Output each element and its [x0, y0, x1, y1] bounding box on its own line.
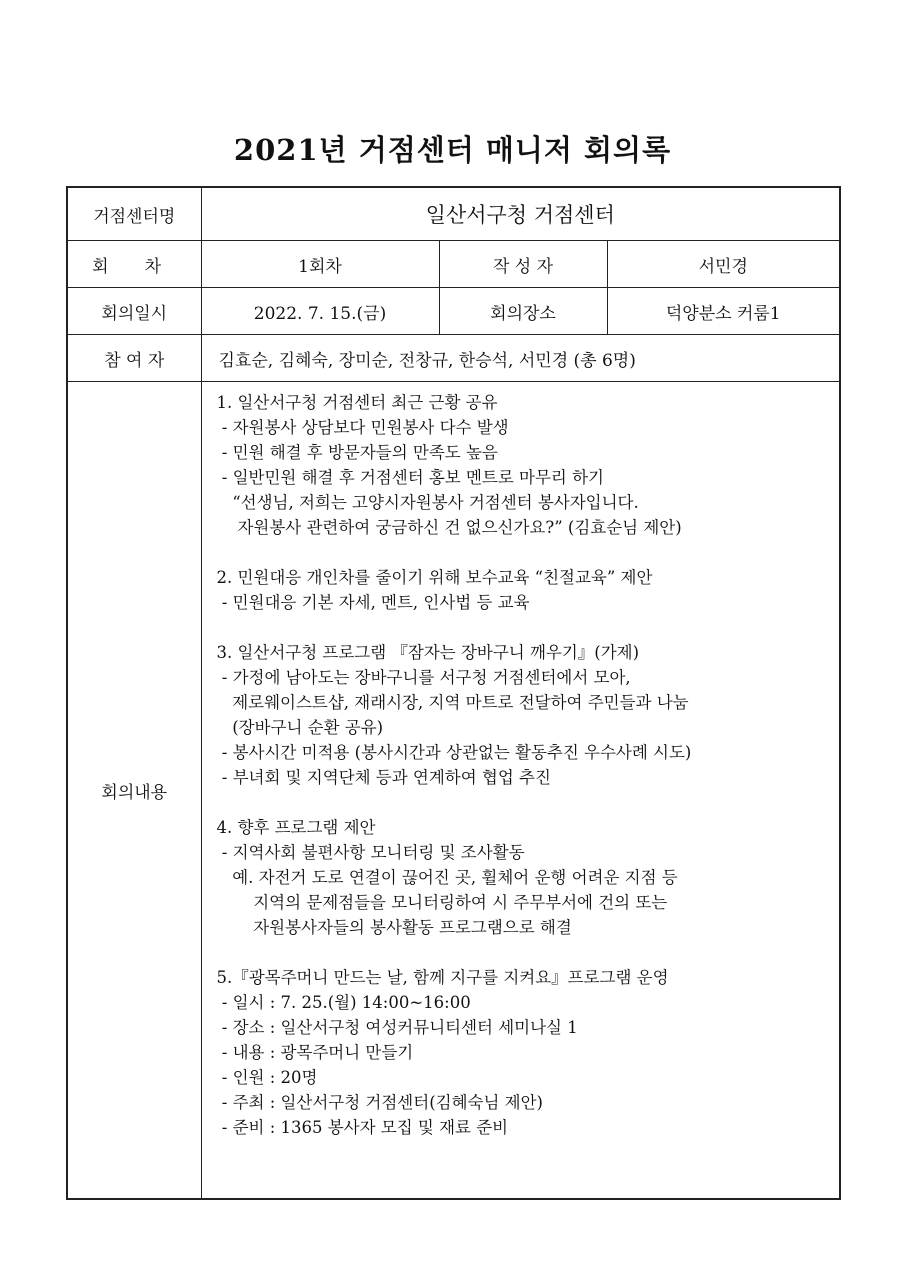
content-line: - 장소 : 일산서구청 여성커뮤니티센터 세미나실 1 [216, 1018, 578, 1037]
content-line: 제로웨이스트샵, 재래시장, 지역 마트로 전달하여 주민들과 나눔 [216, 693, 689, 712]
session-label: 회 차 [67, 241, 201, 288]
content-line: - 가정에 남아도는 장바구니를 서구청 거점센터에서 모아, [216, 668, 631, 687]
section-gap [217, 540, 840, 565]
place-label: 회의장소 [439, 288, 607, 335]
date-row [67, 288, 840, 335]
date-value: 2022. 7. 15.(금) [201, 288, 439, 335]
content-line: - 인원 : 20명 [216, 1068, 318, 1087]
content-label: 회의내용 [67, 382, 201, 1200]
session-row [67, 241, 840, 288]
section-1 [217, 390, 840, 540]
content-line: (장바구니 순환 공유) [216, 718, 384, 737]
content-line: - 민원 해결 후 방문자들의 만족도 높음 [216, 443, 498, 462]
center-label: 거점센터명 [67, 187, 201, 241]
section-5 [217, 965, 840, 1140]
content-row [67, 382, 840, 1200]
content-line: 4. 향후 프로그램 제안 [216, 818, 376, 837]
content-line: - 봉사시간 미적용 (봉사시간과 상관없는 활동추진 우수사례 시도) [216, 743, 692, 762]
author-label: 작 성 자 [439, 241, 607, 288]
content-line: - 주최 : 일산서구청 거점센터(김혜숙님 제안) [216, 1093, 543, 1112]
section-2 [217, 565, 840, 615]
content-line: - 자원봉사 상담보다 민원봉사 다수 발생 [216, 418, 509, 437]
author-value: 서민경 [607, 241, 840, 288]
content-line: - 민원대응 기본 자세, 멘트, 인사법 등 교육 [216, 593, 530, 612]
section-gap [217, 790, 840, 815]
content-line: - 일시 : 7. 25.(월) 14:00~16:00 [216, 993, 471, 1012]
center-value: 일산서구청 거점센터 [201, 187, 840, 241]
minutes-table [66, 186, 841, 1200]
section-4 [217, 815, 840, 940]
center-row [67, 187, 840, 241]
attendees-label: 참 여 자 [67, 335, 201, 382]
section-gap [217, 940, 840, 965]
session-value: 1회차 [201, 241, 439, 288]
content-line: “선생님, 저희는 고양시자원봉사 거점센터 봉사자입니다. [216, 493, 639, 512]
content-line: - 내용 : 광목주머니 만들기 [216, 1043, 414, 1062]
content-line: 5.『광목주머니 만드는 날, 함께 지구를 지켜요』프로그램 운영 [216, 968, 669, 987]
date-label: 회의일시 [67, 288, 201, 335]
document-title: 2021년 거점센터 매니저 회의록 [233, 133, 672, 167]
content-line: 지역의 문제점들을 모니터링하여 시 주무부서에 건의 또는 [216, 893, 668, 912]
section-3 [217, 640, 840, 790]
content-line: 3. 일산서구청 프로그램 『잠자는 장바구니 깨우기』(가제) [216, 643, 640, 662]
content-line: 예. 자전거 도로 연결이 끊어진 곳, 휠체어 운행 어려운 지점 등 [216, 868, 678, 887]
attendees-row [67, 335, 840, 382]
content-line: 1. 일산서구청 거점센터 최근 근황 공유 [216, 393, 498, 412]
content-line: - 지역사회 불편사항 모니터링 및 조사활동 [216, 843, 525, 862]
content-line: - 일반민원 해결 후 거점센터 홍보 멘트로 마무리 하기 [216, 468, 604, 487]
content-line: 자원봉사자들의 봉사활동 프로그램으로 해결 [216, 918, 572, 937]
content-line: 2. 민원대응 개인차를 줄이기 위해 보수교육 “친절교육” 제안 [216, 568, 653, 587]
place-value: 덕양분소 커룸1 [607, 288, 840, 335]
content-line: 자원봉사 관련하여 궁금하신 건 없으신가요?” (김효순님 제안) [216, 518, 682, 537]
section-gap [217, 615, 840, 640]
content-body [201, 382, 840, 1200]
content-line: - 부녀회 및 지역단체 등과 연계하여 협업 추진 [216, 768, 551, 787]
content-line: - 준비 : 1365 봉사자 모집 및 재료 준비 [216, 1118, 509, 1137]
attendees-value: 김효순, 김혜숙, 장미순, 전창규, 한승석, 서민경 (총 6명) [201, 335, 840, 382]
